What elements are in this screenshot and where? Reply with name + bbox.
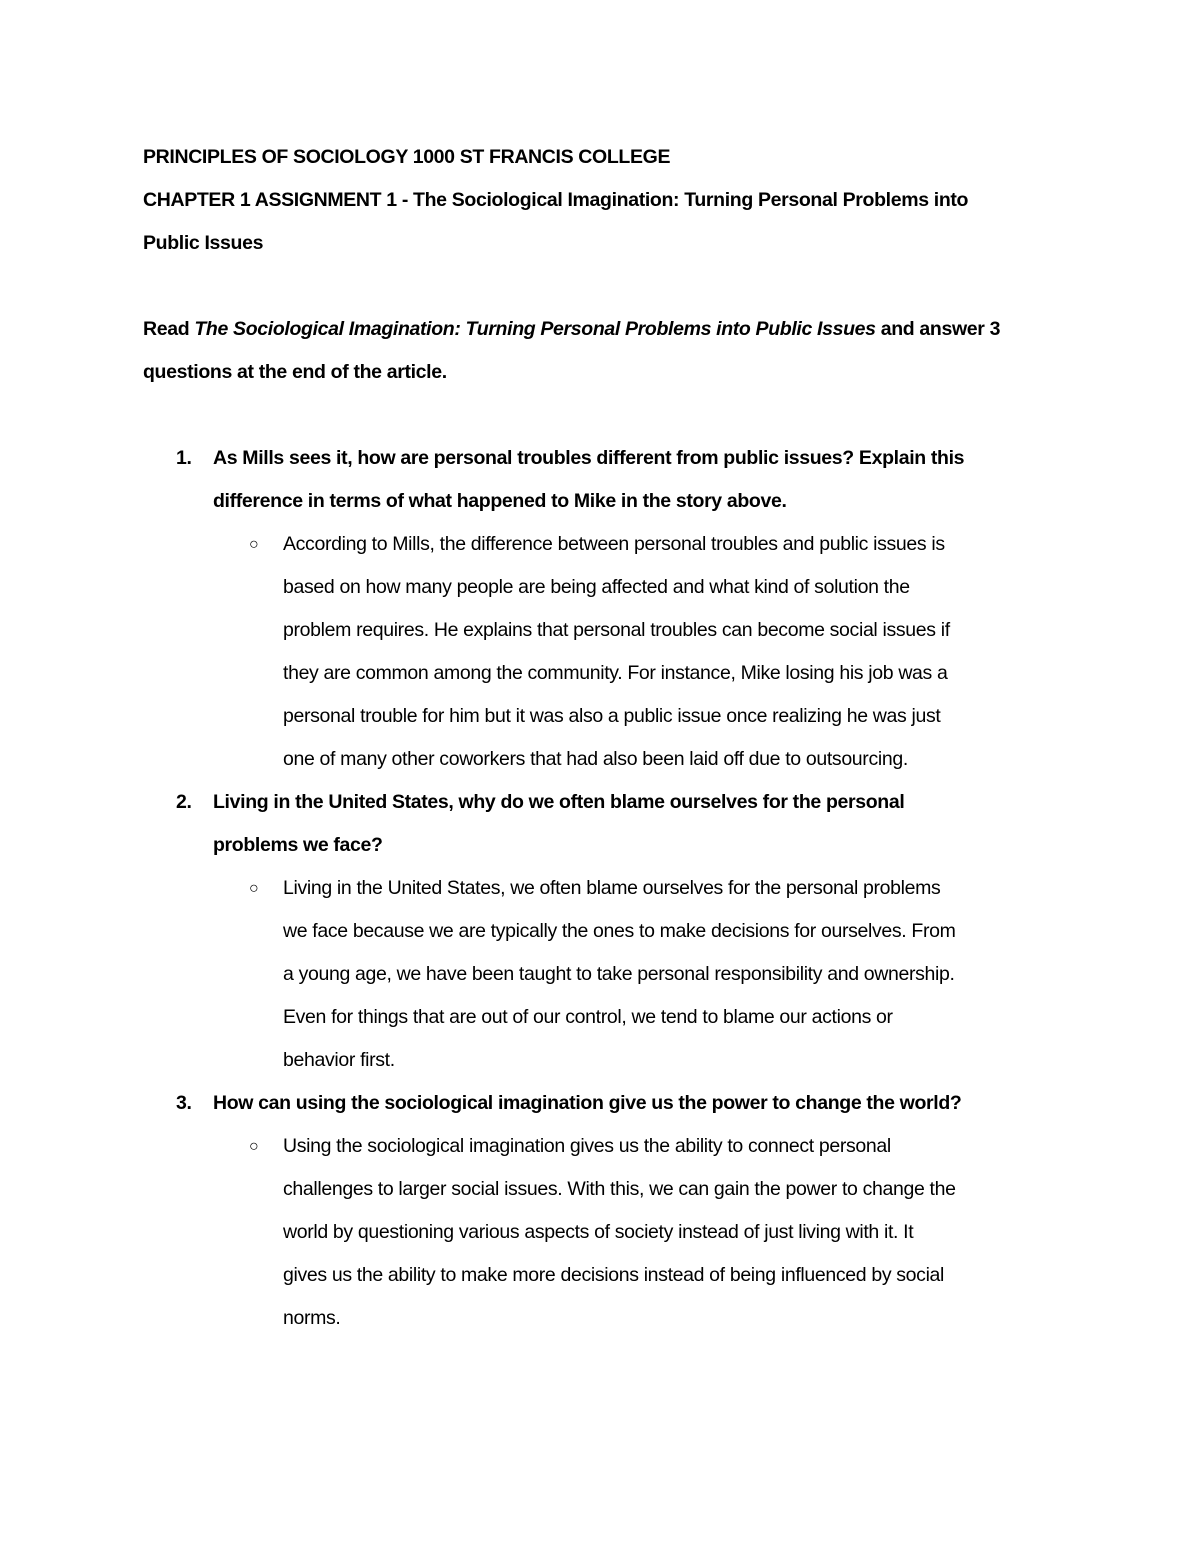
answer-text-line: they are common among the community. For instance, Mike losing his job was a: [283, 662, 948, 684]
instructions-lead: Read: [143, 318, 195, 340]
assignment-title-line-2: Public Issues: [143, 232, 264, 254]
article-title: The Sociological Imagination: Turning Personal Problems into Public Issues: [194, 318, 876, 340]
question-number: 1.: [176, 447, 192, 469]
course-title: PRINCIPLES OF SOCIOLOGY 1000 ST FRANCIS COLLEGE: [143, 146, 671, 168]
answer-text-line: According to Mills, the difference between personal troubles and public issues is: [283, 533, 945, 555]
question-item: [143, 1082, 1073, 1340]
question-text-line: As Mills sees it, how are personal troubles different from public issues? Explain this: [213, 447, 965, 469]
instructions-line-1: [143, 308, 1073, 351]
hollow-circle-bullet-icon: ○: [249, 536, 259, 553]
answer-text-line: problem requires. He explains that personal troubles can become social issues if: [283, 619, 950, 641]
document-body: [143, 136, 1073, 1340]
question-text-line: problems we face?: [213, 834, 383, 856]
answer-text-line: Living in the United States, we often blame ourselves for the personal problems: [283, 877, 941, 899]
instructions-line-2: questions at the end of the article.: [143, 361, 447, 383]
answer-list: [213, 1125, 1073, 1340]
answer-text-line: gives us the ability to make more decisions instead of being influenced by social: [283, 1264, 945, 1286]
question-text-line: difference in terms of what happened to Mike in the story above.: [213, 490, 787, 512]
answer-text-line: norms.: [283, 1307, 341, 1329]
answer-text-line: personal trouble for him but it was also a public issue once realizing he was just: [283, 705, 941, 727]
answer-text-line: one of many other coworkers that had also been laid off due to outsourcing.: [283, 748, 908, 770]
question-text-line: Living in the United States, why do we often blame ourselves for the personal: [213, 791, 905, 813]
answer-text-line: we face because we are typically the ones to make decisions for ourselves. From: [283, 920, 956, 942]
question-item: [143, 437, 1073, 781]
instructions-tail: and answer 3: [875, 318, 1001, 340]
answer-text-line: based on how many people are being affected and what kind of solution the: [283, 576, 910, 598]
question-number: 3.: [176, 1092, 192, 1114]
question-list: [143, 437, 1073, 1340]
answer-item: [213, 1125, 1073, 1340]
answer-item: [213, 523, 1073, 781]
answer-item: [213, 867, 1073, 1082]
hollow-circle-bullet-icon: ○: [249, 1138, 259, 1155]
answer-text-line: Even for things that are out of our control, we tend to blame our actions or: [283, 1006, 893, 1028]
answer-text-line: challenges to larger social issues. With this, we can gain the power to change the: [283, 1178, 956, 1200]
answer-list: [213, 523, 1073, 781]
spacer: [143, 265, 1073, 308]
assignment-title-line-1: CHAPTER 1 ASSIGNMENT 1 - The Sociological Imagination: Turning Personal Problems into: [143, 189, 969, 211]
answer-list: [213, 867, 1073, 1082]
answer-text-line: behavior first.: [283, 1049, 395, 1071]
document-header: [143, 136, 1073, 265]
question-item: [143, 781, 1073, 1082]
hollow-circle-bullet-icon: ○: [249, 880, 259, 897]
answer-text-line: Using the sociological imagination gives us the ability to connect personal: [283, 1135, 891, 1157]
answer-text-line: world by questioning various aspects of society instead of just living with it. It: [283, 1221, 914, 1243]
instructions: [143, 308, 1073, 394]
spacer: [143, 394, 1073, 437]
question-text-line: How can using the sociological imagination give us the power to change the world?: [213, 1092, 962, 1114]
question-number: 2.: [176, 791, 192, 813]
answer-text-line: a young age, we have been taught to take personal responsibility and ownership.: [283, 963, 955, 985]
